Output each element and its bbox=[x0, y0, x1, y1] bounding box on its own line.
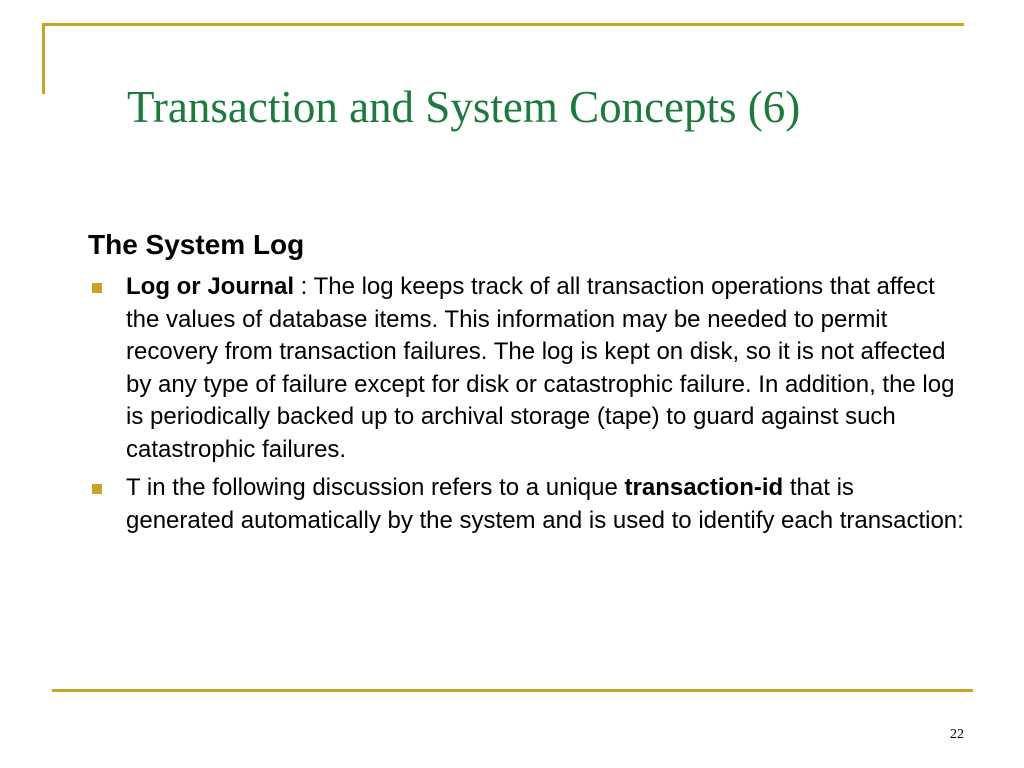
section-heading: The System Log bbox=[88, 229, 305, 260]
top-frame-rule bbox=[42, 23, 964, 26]
bullet-text bbox=[126, 271, 968, 466]
square-bullet-icon bbox=[92, 484, 102, 494]
text-after-term: that is generated automatically by the system and is used to identify each transaction: bbox=[126, 474, 964, 534]
term-transaction-id: transaction-id bbox=[624, 474, 784, 501]
bullet-list bbox=[88, 271, 968, 537]
definition-text: : The log keeps track of all transaction operations that affect the values of database items. This information may be needed to permit recovery from transaction failures. The log is kept on disk, so it is not affected by any type of failure except for disk or catastrophic failure. In addition, the log is periodically backed up to archival storage (tape) to guard against such catastrophic failures. bbox=[126, 273, 955, 463]
left-frame-rule bbox=[42, 23, 45, 94]
bullet-log-or-journal bbox=[88, 271, 968, 466]
text-before-term: T in the following discussion refers to a unique bbox=[126, 474, 625, 501]
bullet-text bbox=[126, 472, 968, 537]
bullet-transaction-id bbox=[88, 472, 968, 537]
slide-title: Transaction and System Concepts (6) bbox=[127, 82, 801, 132]
page-number: 22 bbox=[950, 727, 964, 742]
term-log-or-journal: Log or Journal bbox=[126, 273, 294, 300]
square-bullet-icon bbox=[92, 283, 102, 293]
footer-rule bbox=[52, 689, 973, 692]
slide-content bbox=[88, 227, 968, 543]
